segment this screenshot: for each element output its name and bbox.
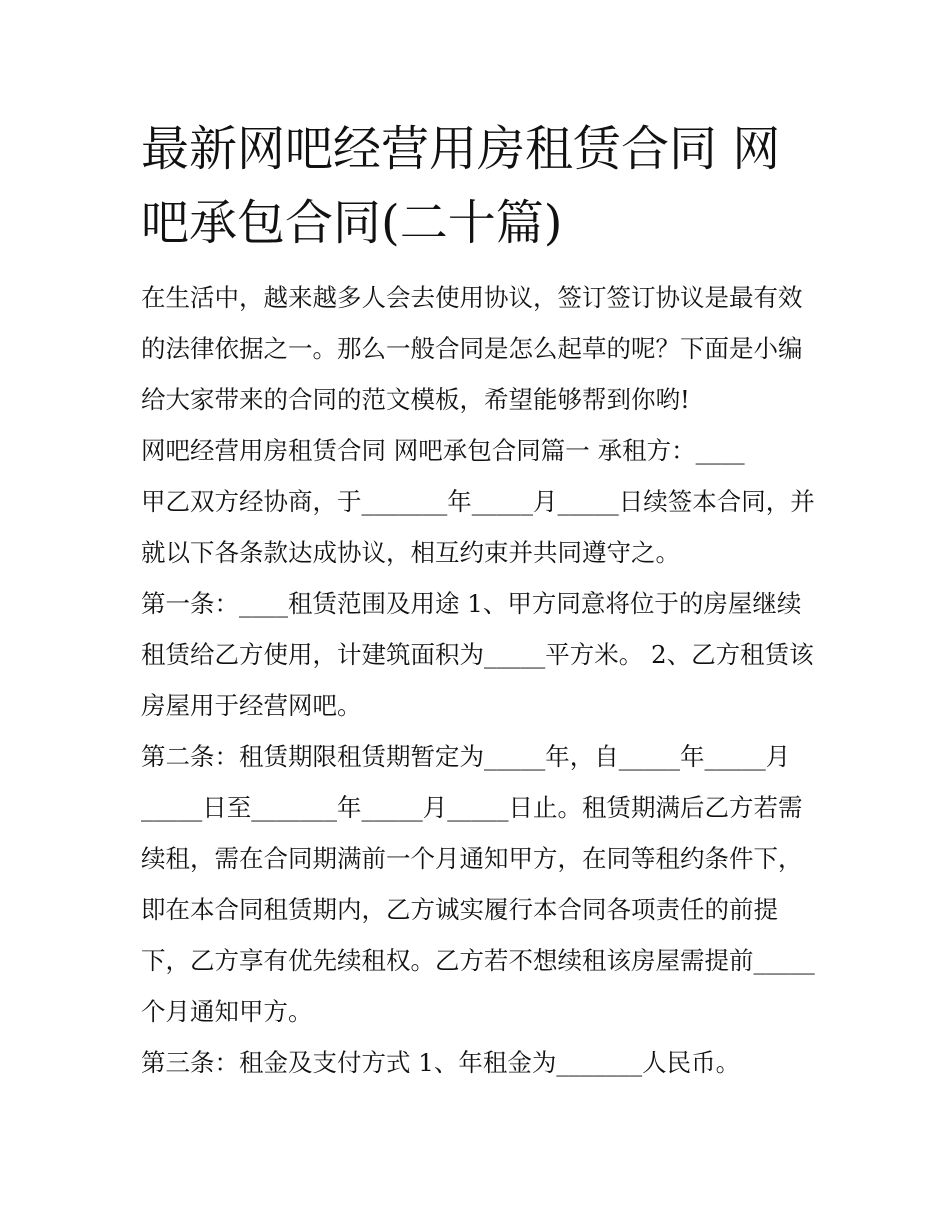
paragraph-article-3: 第三条：租金及支付方式 1、年租金为_______人民币。: [141, 1048, 741, 1077]
paragraph-preamble: 甲乙双方经协商，于_______年_____月_____日续签本合同，并就以下各条款达成协议，相互约束并共同遵守之。: [141, 487, 815, 567]
document-body: [141, 112, 821, 1088]
paragraph-article-2: 第二条：租赁期限租赁期暂定为_____年，自_____年_____月_____日至_______年_____月_____日止。租赁期满后乙方若需续租，需在合同期满前一个月通知甲方，在同等租约条件下，即在本合同租赁期内，乙方诚实履行本合同各项责任的前提下，乙方享有优先续租权。乙方若不想续租该房屋需提前_____个月通知甲方。: [141, 742, 815, 1026]
paragraph-article-1: 第一条：____租赁范围及用途 1、甲方同意将位于的房屋继续租赁给乙方使用，计建筑面积为_____平方米。 2、乙方租赁该房屋用于经营网吧。: [141, 589, 814, 720]
document-title: 最新网吧经营用房租赁合同 网吧承包合同(二十篇): [141, 121, 781, 251]
paragraph-chapter-heading: 网吧经营用房租赁合同 网吧承包合同篇一 承租方：____: [141, 436, 745, 465]
paragraph-intro: 在生活中，越来越多人会去使用协议，签订签订协议是最有效的法律依据之一。那么一般合同是怎么起草的呢？下面是小编给大家带来的合同的范文模板，希望能够帮到你哟!: [141, 283, 803, 414]
